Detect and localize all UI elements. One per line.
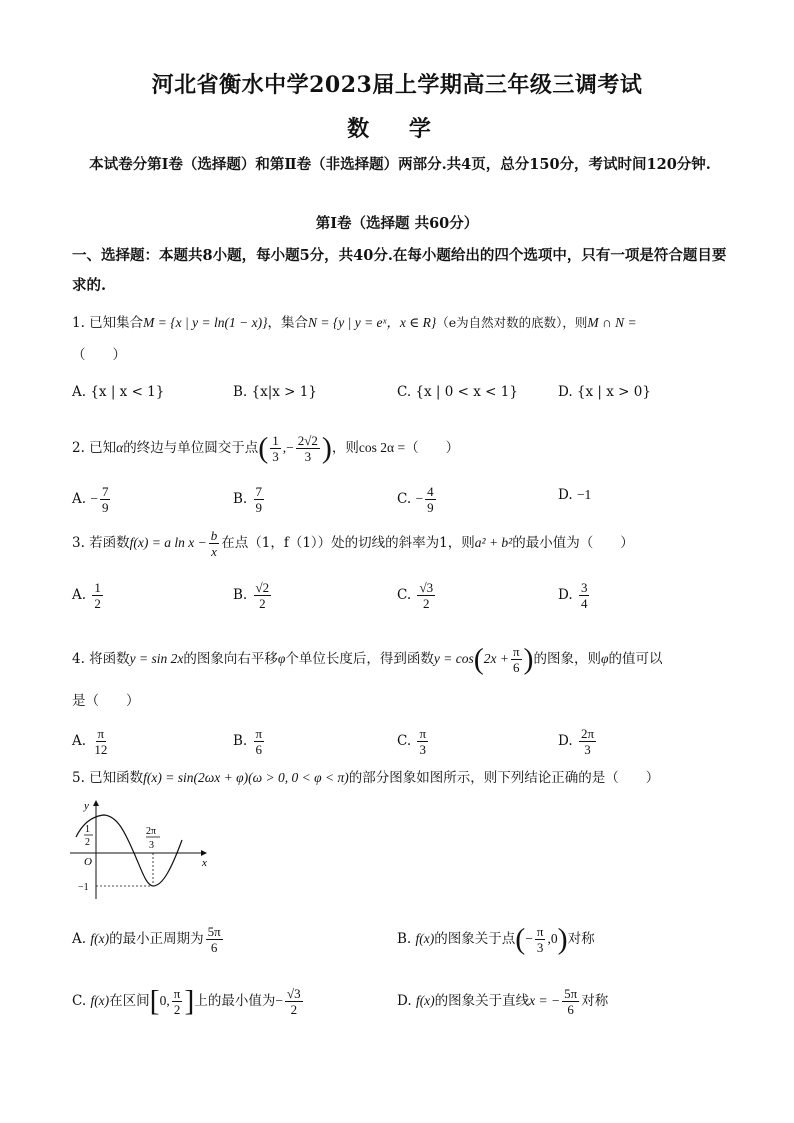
q1-option-c[interactable]: C. {x | 0 < x < 1} [397, 384, 518, 400]
q5-option-c-sign: − [275, 993, 283, 1008]
exam-intro: 本试卷分第Ⅰ卷（选择题）和第Ⅱ卷（非选择题）两部分.共4页，总分150分，考试时间120分钟. [89, 156, 711, 173]
origin-label: O [84, 856, 92, 868]
q1-paren: （ ） [72, 347, 126, 363]
q3-option-b-den: 2 [259, 596, 266, 611]
q4-func-2a: y = cos [433, 651, 474, 666]
q4-pre: 4. 将函数 [72, 651, 130, 667]
q4-line2: 是（ ） [72, 693, 140, 709]
q4-option-b-frac [254, 726, 265, 757]
q1-set-m: M = {x | y = ln(1 − x)} [143, 315, 268, 330]
q2-option-d[interactable] [558, 484, 591, 506]
x-tick-den: 3 [149, 840, 154, 851]
section-heading: 第Ⅰ卷（选择题 共60分） [315, 215, 479, 232]
q2-option-c-num: 4 [427, 484, 434, 499]
q4-option-b[interactable] [233, 726, 266, 757]
q4-option-a-label: A. [72, 733, 87, 749]
q2-point-x-num: 1 [272, 433, 279, 448]
q4-mid2: 个单位长度后，得到函数 [285, 651, 434, 667]
q5-option-b-sign: − [525, 931, 533, 946]
q2-option-b[interactable] [233, 484, 266, 515]
q5-option-d-expr: x = − [529, 993, 561, 1008]
q3-option-d[interactable] [558, 580, 591, 611]
q3-option-c-label: C. [397, 587, 412, 603]
q2-option-c[interactable] [397, 484, 438, 515]
q4-option-c-num: π [419, 726, 427, 741]
q5-option-b-frac [535, 924, 546, 955]
q4-frac-den: 6 [513, 660, 520, 675]
q3-pre: 3. 若函数 [72, 535, 130, 551]
q3-option-a[interactable] [72, 580, 105, 611]
q5-option-c-func: f(x) [90, 993, 110, 1008]
q3-option-a-den: 2 [94, 596, 101, 611]
q5-option-b-label: B. [397, 931, 412, 947]
question-3 [72, 528, 634, 559]
q3-option-c-num: √3 [419, 580, 434, 595]
q5-option-d-label: D. [397, 993, 412, 1009]
q5-option-b-post: 对称 [567, 931, 595, 947]
q5-option-a-text: 的最小正周期为 [109, 931, 204, 947]
q5-option-d-frac [562, 986, 579, 1017]
q3-option-a-frac [92, 580, 103, 611]
q2-lparen: ( [258, 431, 269, 465]
q3-post: 的最小值为（ ） [512, 535, 634, 551]
q5-option-a[interactable] [72, 924, 225, 955]
q2-point-y-den: 3 [304, 449, 312, 464]
q3-option-d-num: 3 [580, 580, 588, 595]
q3-option-a-num: 1 [94, 580, 101, 595]
q2-option-d-text: −1 [576, 487, 592, 502]
q3-frac-den: x [211, 544, 217, 559]
q4-option-a-frac [92, 726, 109, 757]
q2-option-a[interactable] [72, 484, 112, 515]
q5-option-a-frac [206, 924, 223, 955]
q2-paren: （ ） [405, 440, 460, 456]
q3-option-a-label: A. [72, 587, 87, 603]
q2-option-c-label: C. [397, 491, 412, 507]
q5-option-a-func: f(x) [90, 931, 110, 946]
q2-option-c-frac [425, 484, 436, 515]
q2-option-a-frac [100, 484, 111, 515]
q5-option-c-int-a: 0 [159, 993, 167, 1008]
q2-pre: 2. 已知 [72, 440, 117, 456]
q5-option-b-func: f(x) [415, 931, 435, 946]
q5-option-d-text: 的图象关于直线 [434, 993, 530, 1009]
q4-phi-2: φ [601, 651, 609, 666]
q5-option-d-func: f(x) [415, 993, 435, 1008]
q2-option-b-num: 7 [255, 484, 263, 499]
q5-option-b-comma: , [547, 931, 551, 946]
q1-mid-text: ，集合 [267, 315, 308, 331]
q5-option-c-rbracket: ] [184, 984, 195, 1018]
q3-option-d-den: 4 [580, 596, 588, 611]
q4-phi: φ [277, 651, 286, 666]
q2-option-a-den: 9 [101, 500, 109, 515]
q3-option-c-frac [417, 580, 435, 611]
question-1 [72, 312, 637, 334]
question-2 [72, 433, 459, 464]
exam-title: 河北省衡水中学2023届上学期高三年级三调考试 [151, 72, 643, 98]
q4-option-d-frac [579, 726, 596, 757]
q5-option-d-post: 对称 [581, 993, 609, 1009]
q5-pre: 5. 已知函数 [72, 770, 144, 786]
q4-option-b-num: π [255, 726, 263, 741]
q5-option-a-label: A. [72, 931, 87, 947]
q5-post: 的部分图象如图所示，则下列结论正确的是（ ） [348, 770, 660, 786]
q5-option-b-text: 的图象关于点 [434, 931, 516, 947]
q5-option-d-num: 5π [564, 986, 578, 1001]
q5-option-c-comma: , [166, 993, 170, 1008]
q2-option-b-frac [254, 484, 265, 515]
q3-option-b-num: √2 [255, 580, 270, 595]
q5-option-a-den: 6 [210, 940, 218, 955]
q2-option-b-label: B. [233, 491, 248, 507]
question-4 [72, 644, 663, 675]
q5-option-b[interactable] [397, 924, 595, 955]
q4-option-c[interactable] [397, 726, 430, 757]
q3-option-c-den: 2 [423, 596, 430, 611]
q4-option-d-label: D. [558, 733, 573, 749]
q5-option-b-lparen: ( [515, 922, 526, 956]
q3-expr: a² + b² [474, 535, 513, 550]
q4-option-c-frac [417, 726, 428, 757]
q4-option-a-num: π [97, 726, 105, 741]
q4-rparen: ) [523, 642, 534, 676]
q2-expr: cos 2α = [358, 440, 406, 455]
q2-comma: , [282, 440, 287, 455]
q2-mid: 的终边与单位圆交于点 [123, 440, 259, 456]
q4-frac [511, 644, 522, 675]
q4-option-b-den: 6 [255, 742, 263, 757]
q2-option-c-den: 9 [427, 500, 434, 515]
x-axis-label: x [202, 857, 207, 869]
q5-option-c-frac [285, 986, 303, 1017]
q5-option-c-num: √3 [287, 986, 301, 1001]
q3-frac [209, 528, 220, 559]
x-tick-num: 2π [146, 826, 157, 837]
q5-option-b-rparen: ) [557, 922, 568, 956]
q5-option-c-text2: 上的最小值为 [194, 993, 276, 1009]
q5-option-c-label: C. [72, 993, 87, 1009]
q3-option-b[interactable] [233, 580, 273, 611]
q2-point-x [270, 433, 281, 464]
y-tick-num: 1 [85, 824, 90, 835]
q5-option-c-text: 在区间 [109, 993, 150, 1009]
q3-mid: 在点（1，f（1））处的切线的斜率为1，则 [221, 535, 475, 551]
q5-option-c[interactable] [72, 986, 305, 1017]
q4-option-c-den: 3 [419, 742, 426, 757]
q4-option-a[interactable] [72, 726, 111, 757]
q1-option-a[interactable]: A. {x | x < 1} [72, 384, 165, 400]
q3-option-b-frac [254, 580, 272, 611]
q5-option-d[interactable] [397, 986, 608, 1017]
q2-alpha: α [116, 440, 124, 455]
q4-post2: 的值可以 [608, 651, 663, 667]
q3-option-c[interactable] [397, 580, 437, 611]
q3-option-d-label: D. [558, 587, 573, 603]
q4-option-a-den: 12 [94, 742, 108, 757]
q4-func-2b: 2x + [483, 651, 509, 666]
q2-point-y-sign: − [286, 440, 294, 455]
q2-point-x-den: 3 [272, 449, 279, 464]
q4-mid: 的图象向右平移 [183, 651, 278, 667]
subject-title: 数 学 [347, 116, 447, 142]
q2-option-b-den: 9 [255, 500, 263, 515]
q5-option-b-num: π [536, 924, 544, 939]
q5-option-c-den: 2 [290, 1002, 298, 1017]
part-instructions: 一、选择题：本题共8小题，每小题5分，共40分.在每小题给出的四个选项中，只有一项是符合题目要求的. [72, 247, 727, 294]
q2-option-c-sign: − [415, 491, 424, 506]
q3-option-b-label: B. [233, 587, 248, 603]
q4-option-d-den: 3 [584, 742, 591, 757]
q3-frac-num: b [210, 528, 218, 543]
q3-func: f(x) = a ln x − [129, 535, 207, 550]
q2-rparen: ) [321, 431, 332, 465]
q1-set-n: N = {y | y = eˣ，x ∈ R} [307, 315, 437, 330]
question-5 [72, 767, 659, 789]
q3-option-d-frac [579, 580, 590, 611]
q4-option-d-num: 2π [580, 726, 595, 741]
q1-ask: M ∩ N = [587, 315, 637, 330]
q5-option-c-lbracket: [ [149, 984, 160, 1018]
q4-option-c-label: C. [397, 733, 412, 749]
q2-option-a-num: 7 [101, 484, 109, 499]
q4-frac-num: π [512, 644, 520, 659]
q4-option-d[interactable] [558, 726, 598, 757]
q1-note: （e为自然对数的底数），则 [436, 315, 588, 330]
q5-option-d-den: 6 [567, 1002, 574, 1017]
q5-func: f(x) = sin(2ωx + φ)(ω > 0, 0 < φ < π) [143, 770, 349, 785]
sine-curve [76, 815, 182, 886]
q4-post: 的图象，则 [533, 651, 602, 667]
q5-option-a-num: 5π [207, 924, 221, 939]
q5-option-b-y: 0 [550, 931, 558, 946]
q4-option-b-label: B. [233, 733, 248, 749]
y-min-label: −1 [78, 882, 89, 893]
q2-option-a-sign: − [90, 491, 98, 506]
q5-option-b-den: 3 [536, 940, 544, 955]
q5-function-graph [68, 795, 218, 905]
q5-option-c-int-frac [172, 986, 183, 1017]
q5-option-c-int-den: 2 [173, 1002, 181, 1017]
q1-option-d[interactable]: D. {x | x > 0} [558, 384, 651, 400]
q2-post: ，则 [331, 440, 359, 456]
q4-lparen: ( [473, 642, 484, 676]
y-tick-den: 2 [85, 837, 90, 848]
q2-option-a-label: A. [72, 491, 87, 507]
q2-point-y [296, 433, 320, 464]
q2-point-y-num: 2√2 [297, 433, 318, 448]
q1-number: 1. 已知集合 [72, 315, 144, 331]
q2-option-d-label: D. [558, 487, 573, 503]
q4-func-1: y = sin 2x [129, 651, 184, 666]
y-axis-label: y [84, 800, 89, 812]
q5-option-c-int-num: π [173, 986, 181, 1001]
q1-option-b[interactable]: B. {x|x > 1} [233, 384, 317, 400]
